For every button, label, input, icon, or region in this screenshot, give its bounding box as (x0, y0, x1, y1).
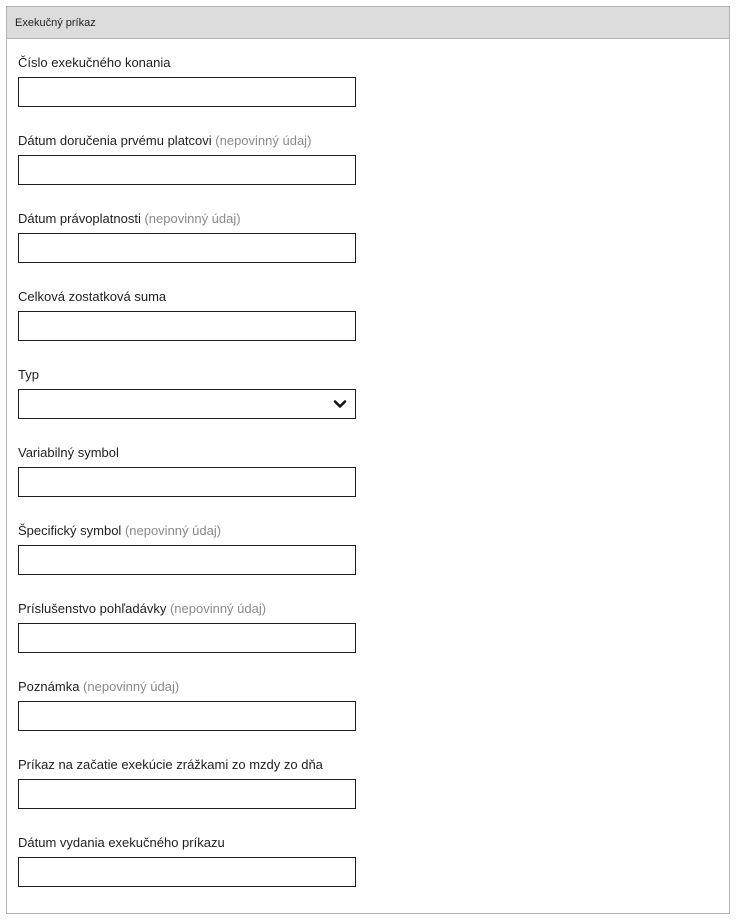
field-datum-vydania (18, 835, 418, 913)
field-datum-pravoplatnosti (18, 211, 418, 289)
field-prislusenstvo (18, 601, 418, 679)
optional-hint: (nepovinný údaj) (124, 523, 222, 538)
form-fields (18, 55, 418, 913)
label-text: Poznámka (18, 679, 80, 694)
field-label (18, 367, 418, 389)
field-specificky-symbol (18, 523, 418, 601)
label-text: Číslo exekučného konania (18, 55, 171, 70)
field-label (18, 211, 418, 233)
field-poznamka (18, 679, 418, 757)
typ-select-wrapper (18, 389, 356, 419)
field-label (18, 523, 418, 545)
datum-pravoplatnosti-input[interactable] (18, 233, 356, 263)
optional-hint: (nepovinný údaj) (169, 601, 267, 616)
field-label (18, 133, 418, 155)
optional-hint: (nepovinný údaj) (215, 133, 312, 148)
cislo-konania-input[interactable] (18, 77, 356, 107)
execution-order-panel (6, 6, 730, 914)
field-label (18, 757, 418, 779)
panel-header (7, 7, 729, 39)
prislusenstvo-input[interactable] (18, 623, 356, 653)
field-label (18, 289, 418, 311)
field-label (18, 445, 418, 467)
field-label (18, 55, 418, 77)
datum-vydania-input[interactable] (18, 857, 356, 887)
label-text: Dátum doručenia prvému platcovi (18, 133, 212, 148)
field-label (18, 679, 418, 701)
prikaz-zrazkami-input[interactable] (18, 779, 356, 809)
field-typ (18, 367, 418, 445)
panel-title: Exekučný príkaz (15, 16, 96, 29)
celkova-suma-input[interactable] (18, 311, 356, 341)
field-variabilny-symbol (18, 445, 418, 523)
label-text: Dátum vydania exekučného príkazu (18, 835, 225, 850)
optional-hint: (nepovinný údaj) (83, 679, 180, 694)
variabilny-symbol-input[interactable] (18, 467, 356, 497)
label-text: Dátum právoplatnosti (18, 211, 141, 226)
label-text: Typ (18, 367, 39, 382)
label-text: Príkaz na začatie exekúcie zrážkami zo mzdy zo dňa (18, 757, 323, 772)
field-label (18, 601, 418, 623)
field-label (18, 835, 418, 857)
field-cislo-konania (18, 55, 418, 133)
label-text: Príslušenstvo pohľadávky (18, 601, 167, 616)
typ-select[interactable] (18, 389, 356, 419)
poznamka-input[interactable] (18, 701, 356, 731)
optional-hint: (nepovinný údaj) (144, 211, 241, 226)
datum-dorucenia-input[interactable] (18, 155, 356, 185)
label-text: Špecifický symbol (18, 523, 122, 538)
specificky-symbol-input[interactable] (18, 545, 356, 575)
field-datum-dorucenia (18, 133, 418, 211)
label-text: Variabilný symbol (18, 445, 119, 460)
label-text: Celková zostatková suma (18, 289, 167, 304)
field-prikaz-zrazkami (18, 757, 418, 835)
field-celkova-suma (18, 289, 418, 367)
